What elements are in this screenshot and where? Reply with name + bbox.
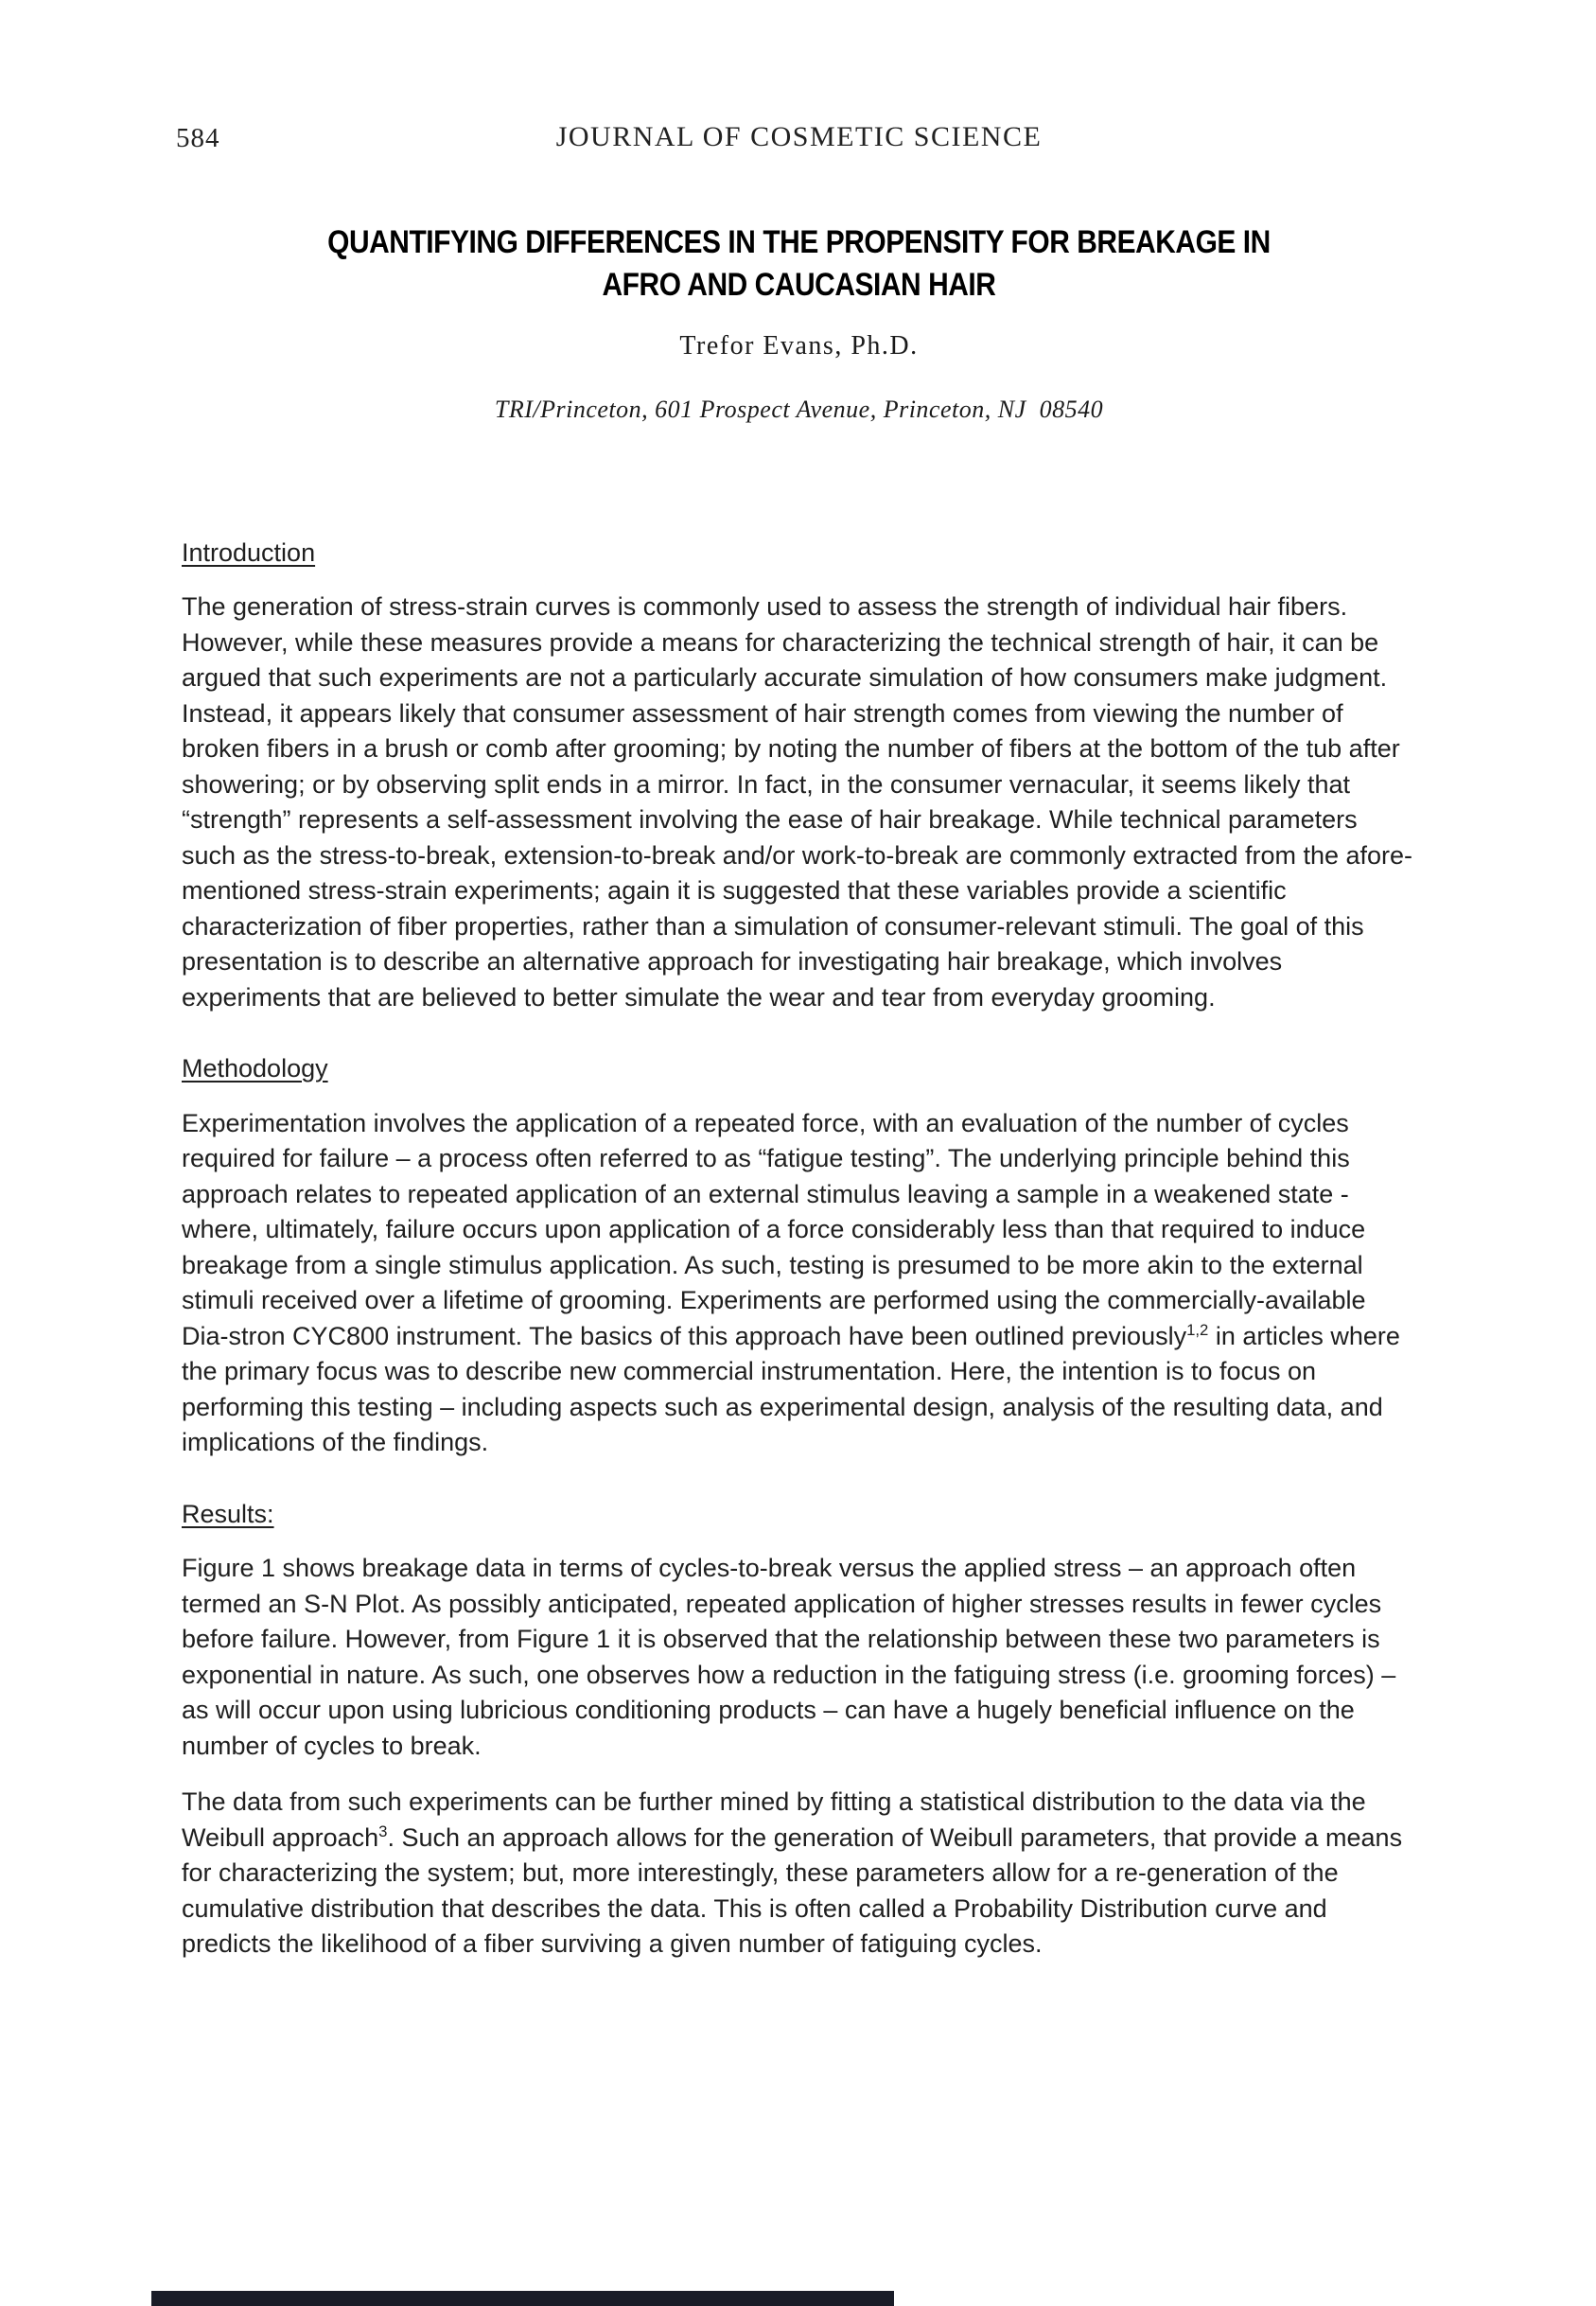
paragraph <box>182 1106 1416 1461</box>
author-name: Trefor Evans, Ph.D. <box>679 330 919 361</box>
section-results <box>182 1497 1416 1963</box>
section-heading-introduction: Introduction <box>182 537 316 567</box>
paragraph <box>182 590 1416 1015</box>
paragraph <box>182 1551 1416 1764</box>
section-methodology <box>182 1051 1416 1461</box>
article-title-line1: QUANTIFYING DIFFERENCES IN THE PROPENSITY FOR BREAKAGE IN <box>327 224 1271 260</box>
page-header <box>176 121 1416 157</box>
section-heading-methodology: Methodology <box>182 1054 328 1083</box>
text-run: . Such an approach allows for the generation of Weibull parameters, that provide a means for characterizing the system; but, more interestingly, these parameters allow for a re-generation of the cumulative distribution that describes the data. This is often called a Probability Distribution curve and predicts the likelihood of a fiber surviving a given number of fatiguing cycles. <box>182 1822 1403 1959</box>
page-number: 584 <box>176 123 220 153</box>
text-run: The generation of stress-strain curves is commonly used to assess the strength of individual hair fibers. However, while these measures provide a means for characterizing the technical strength of hair, it can be argued that such experiments are not a particularly accurate simulation of how consumers make judgment. Instead, it appears likely that consumer assessment of hair strength comes from viewing the number of broken fibers in a brush or comb after grooming; by noting the number of fibers at the bottom of the tub after showering; or by observing split ends in a mirror. In fact, in the consumer vernacular, it seems likely that “strength” represents a self-assessment involving the ease of hair breakage. While technical parameters such as the stress-to-break, extension-to-break and/or work-to-break are commonly extracted from the afore-mentioned stress-strain experiments; again it is suggested that these variables provide a scientific characterization of fiber properties, rather than a simulation of consumer-relevant stimuli. The goal of this presentation is to describe an alternative approach for investigating hair breakage, which involves experiments that are believed to better simulate the wear and tear from everyday grooming. <box>182 592 1413 1012</box>
text-run: Figure 1 shows breakage data in terms of cycles-to-break versus the applied stress – an approach often termed an S-N Plot. As possibly anticipated, repeated application of higher stresses results in fewer cycles before failure. However, from Figure 1 it is observed that the relationship between these two parameters is exponential in nature. As such, one observes how a reduction in the fatiguing stress (i.e. grooming forces) – as will occur upon using lubricious conditioning products – can have a hugely beneficial influence on the number of cycles to break. <box>182 1554 1396 1760</box>
text-run: The data from such experiments can be further mined by fitting a statistical distribution to the data via the Weibull approach <box>182 1787 1366 1852</box>
author-affiliation: TRI/Princeton, 601 Prospect Avenue, Princeton, NJ 08540 <box>494 395 1104 423</box>
article-title-line2: AFRO AND CAUCASIAN HAIR <box>602 266 996 303</box>
section-introduction <box>182 536 1416 1016</box>
superscript-reference: 3 <box>378 1822 388 1840</box>
scan-artifact-bar <box>151 2291 894 2306</box>
page-content <box>176 0 1416 1983</box>
article-title <box>255 221 1342 307</box>
paragraph <box>182 1785 1416 1963</box>
text-run: in articles where the primary focus was to describe new commercial instrumentation. Here, the intention is to focus on performing this testing – including aspects such as experimental design, analysis of the resulting data, and implications of the findings. <box>182 1321 1400 1457</box>
section-heading-results: Results: <box>182 1499 274 1528</box>
text-run: Experimentation involves the application of a repeated force, with an evaluation of the number of cycles required for failure – a process often referred to as “fatigue testing”. The underlying principle behind this approach relates to repeated application of an external stimulus leaving a sample in a weakened state - where, ultimately, failure occurs upon application of a force considerably less than that required to induce breakage from a single stimulus application. As such, testing is presumed to be more akin to the external stimuli received over a lifetime of grooming. Experiments are performed using the commercially-available Dia-stron CYC800 instrument. The basics of this approach have been outlined previously <box>182 1108 1366 1350</box>
journal-title: JOURNAL OF COSMETIC SCIENCE <box>555 121 1043 152</box>
article-body <box>182 536 1416 1963</box>
superscript-reference: 1,2 <box>1186 1320 1209 1339</box>
